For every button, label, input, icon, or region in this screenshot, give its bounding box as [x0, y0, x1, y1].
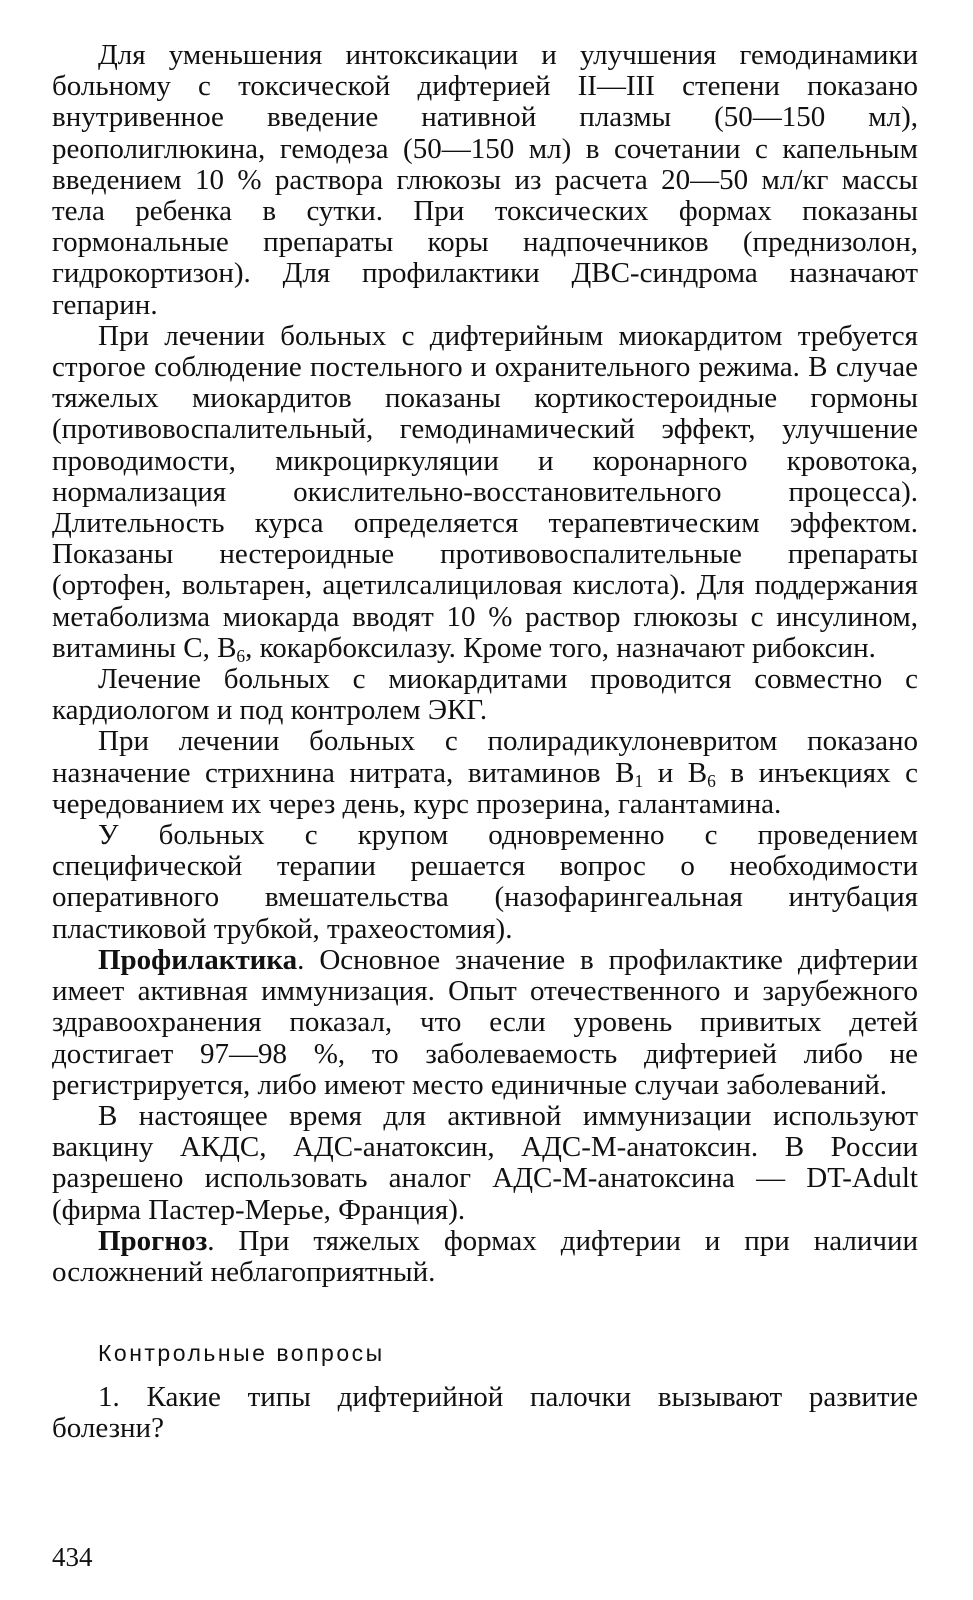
paragraph-myocarditis-control: Лечение больных с миокардитами проводится совместно с кардиологом и под контролем ЭКГ. — [52, 663, 918, 727]
question-item: 1. Какие типы дифтерийной палочки вызывают развитие болезни? — [52, 1381, 918, 1445]
paragraph-polyradiculoneuritis — [52, 726, 918, 820]
text-fragment: и В — [643, 756, 708, 789]
text-fragment: в инъекциях с чередованием их через день, курс прозерина, галантамина. — [52, 756, 918, 820]
run-in-heading-prophylaxis: Профилактика — [98, 943, 298, 976]
page-number: 434 — [52, 1542, 93, 1572]
subscript: 6 — [236, 646, 246, 667]
text-fragment: . Основное значение в профилактике дифтерии имеет активная иммунизация. Опыт отечественного и зарубежного здравоохранения показал, что если уровень привитых детей достигает 97—98 %, то заболеваемость дифтерией либо не регистрируется, либо имеют место единичные случаи заболеваний. — [52, 943, 918, 1101]
paragraph-vaccines: В настоящее время для активной иммунизации используют вакцину АКДС, АДС-анатоксин, АДС-М-анатоксин. В России разрешено использовать аналог АДС-М-анатоксина — DT-Adult (фирма Пастер-Мерье, Франция). — [52, 1099, 918, 1226]
subscript: 1 — [634, 770, 644, 791]
paragraph-prognosis — [52, 1226, 918, 1288]
paragraph-croup: У больных с крупом одновременно с проведением специфической терапии решается вопрос о необходимости оперативного вмешательства (назофарингеальная интубация пластиковой трубкой, трахеостомия). — [52, 819, 918, 945]
paragraph-treatment-intoxication: Для уменьшения интоксикации и улучшения гемодинамики больному с токсической дифтерией II—III степени показано внутривенное введение нативной плазмы (50—150 мл), реополиглюкина, гемодеза (50—150 мл) в сочетании с капельным введением 10 % раствора глюкозы из расчета 20—50 мл/кг массы тела ребенка в сутки. При токсических формах показаны гормональные препараты коры надпочечников (преднизолон, гидрокортизон). Для профилактики ДВС-синдрома назначают гепарин. — [52, 39, 918, 321]
text-fragment: . При тяжелых формах дифтерии и при наличии осложнений неблагоприятный. — [52, 1224, 918, 1288]
text-fragment: При лечении больных с полирадикулоневритом показано назначение стрихнина нитрата, витаминов В — [52, 725, 918, 789]
paragraph-prophylaxis — [52, 945, 918, 1101]
text-fragment: , кокарбоксилазу. Кроме того, назначают рибоксин. — [245, 631, 876, 664]
paragraph-myocarditis-treatment — [52, 319, 918, 667]
subscript: 6 — [707, 770, 716, 791]
text-fragment: При лечении больных с дифтерийным миокардитом требуется строгое соблюдение постельного и охранительного режима. В случае тяжелых миокардитов показаны кортикостероидные гормоны (противовоспалительный, гемодинамический эффект, улучшение проводимости, микроциркуляции и коронарного кровотока, нормализация окислительно-восстановительного процесса). Длительность курса определяется терапевтическим эффектом. Показаны нестероидные противовоспалительные препараты (ортофен, вольтарен, ацетилсалициловая кислота). Для поддержания метаболизма миокарда вводят 10 % раствор глюкозы с инсулином, витамины С, В — [52, 319, 918, 664]
run-in-heading-prognosis: Прогноз — [98, 1224, 208, 1257]
section-heading-control-questions: Контрольные вопросы — [98, 1340, 385, 1367]
page-body — [52, 40, 918, 1445]
